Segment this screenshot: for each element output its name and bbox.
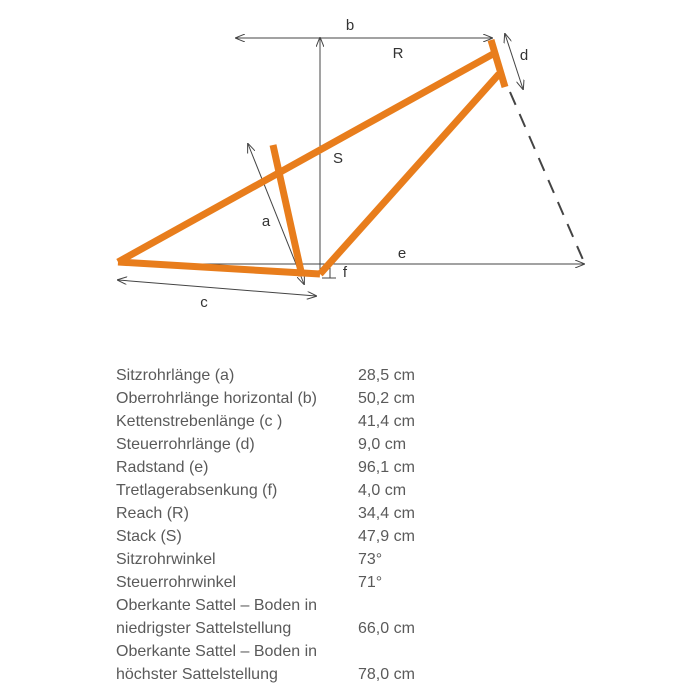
spec-name: Sitzrohrwinkel	[116, 551, 216, 568]
label-R: R	[392, 45, 404, 62]
label-a: a	[261, 213, 271, 230]
spec-name: Oberkante Sattel – Boden in	[116, 597, 318, 614]
top-tube	[118, 54, 493, 262]
geometry-spec-table	[116, 364, 456, 686]
spec-row	[116, 571, 456, 594]
spec-name: Reach (R)	[116, 505, 189, 522]
spec-row	[116, 525, 456, 548]
spec-value: 47,9 cm	[358, 528, 415, 545]
spec-row	[116, 456, 456, 479]
spec-name: Sitzrohrlänge (a)	[116, 367, 235, 384]
spec-value	[358, 594, 456, 617]
spec-table-body	[116, 364, 456, 686]
spec-name: Oberkante Sattel – Boden in	[116, 643, 318, 660]
spec-row	[116, 364, 456, 387]
label-b: b	[345, 17, 355, 34]
bike-frame	[118, 40, 505, 276]
spec-row	[116, 387, 456, 410]
spec-row	[116, 410, 456, 433]
spec-value: 71°	[358, 574, 383, 591]
spec-value: 41,4 cm	[358, 413, 415, 430]
frame-geometry-diagram	[0, 0, 700, 330]
spec-row	[116, 594, 456, 617]
spec-row	[116, 433, 456, 456]
spec-name: Steuerrohrwinkel	[116, 574, 237, 591]
spec-row	[116, 640, 456, 663]
spec-value	[358, 640, 456, 663]
label-c: c	[200, 294, 208, 311]
spec-name: Kettenstrebenlänge (c )	[116, 413, 283, 430]
spec-row	[116, 617, 456, 640]
spec-value: 9,0 cm	[358, 436, 407, 453]
spec-name: höchster Sattelstellung	[116, 666, 278, 683]
spec-value: 4,0 cm	[358, 482, 407, 499]
spec-value: 34,4 cm	[358, 505, 415, 522]
spec-name: Oberrohrlänge horizontal (b)	[116, 390, 317, 407]
fork-dashed-line	[510, 92, 584, 262]
label-d: d	[519, 47, 529, 64]
spec-name: niedrigster Sattelstellung	[116, 620, 292, 637]
spec-value: 96,1 cm	[358, 459, 415, 476]
spec-value: 28,5 cm	[358, 367, 415, 384]
spec-row	[116, 548, 456, 571]
label-f: f	[342, 264, 348, 281]
spec-value: 78,0 cm	[358, 666, 415, 683]
dimension-lines	[118, 34, 584, 296]
spec-value: 73°	[358, 551, 383, 568]
spec-name: Steuerrohrlänge (d)	[116, 436, 255, 453]
spec-name: Radstand (e)	[116, 459, 209, 476]
spec-row	[116, 502, 456, 525]
spec-name: Tretlagerabsenkung (f)	[116, 482, 278, 499]
spec-name: Stack (S)	[116, 528, 182, 545]
spec-value: 50,2 cm	[358, 390, 415, 407]
label-e: e	[397, 245, 407, 262]
chainstay-dimension-line	[118, 280, 316, 296]
spec-row	[116, 479, 456, 502]
label-S: S	[332, 150, 344, 167]
spec-row	[116, 663, 456, 686]
spec-value: 66,0 cm	[358, 620, 415, 637]
